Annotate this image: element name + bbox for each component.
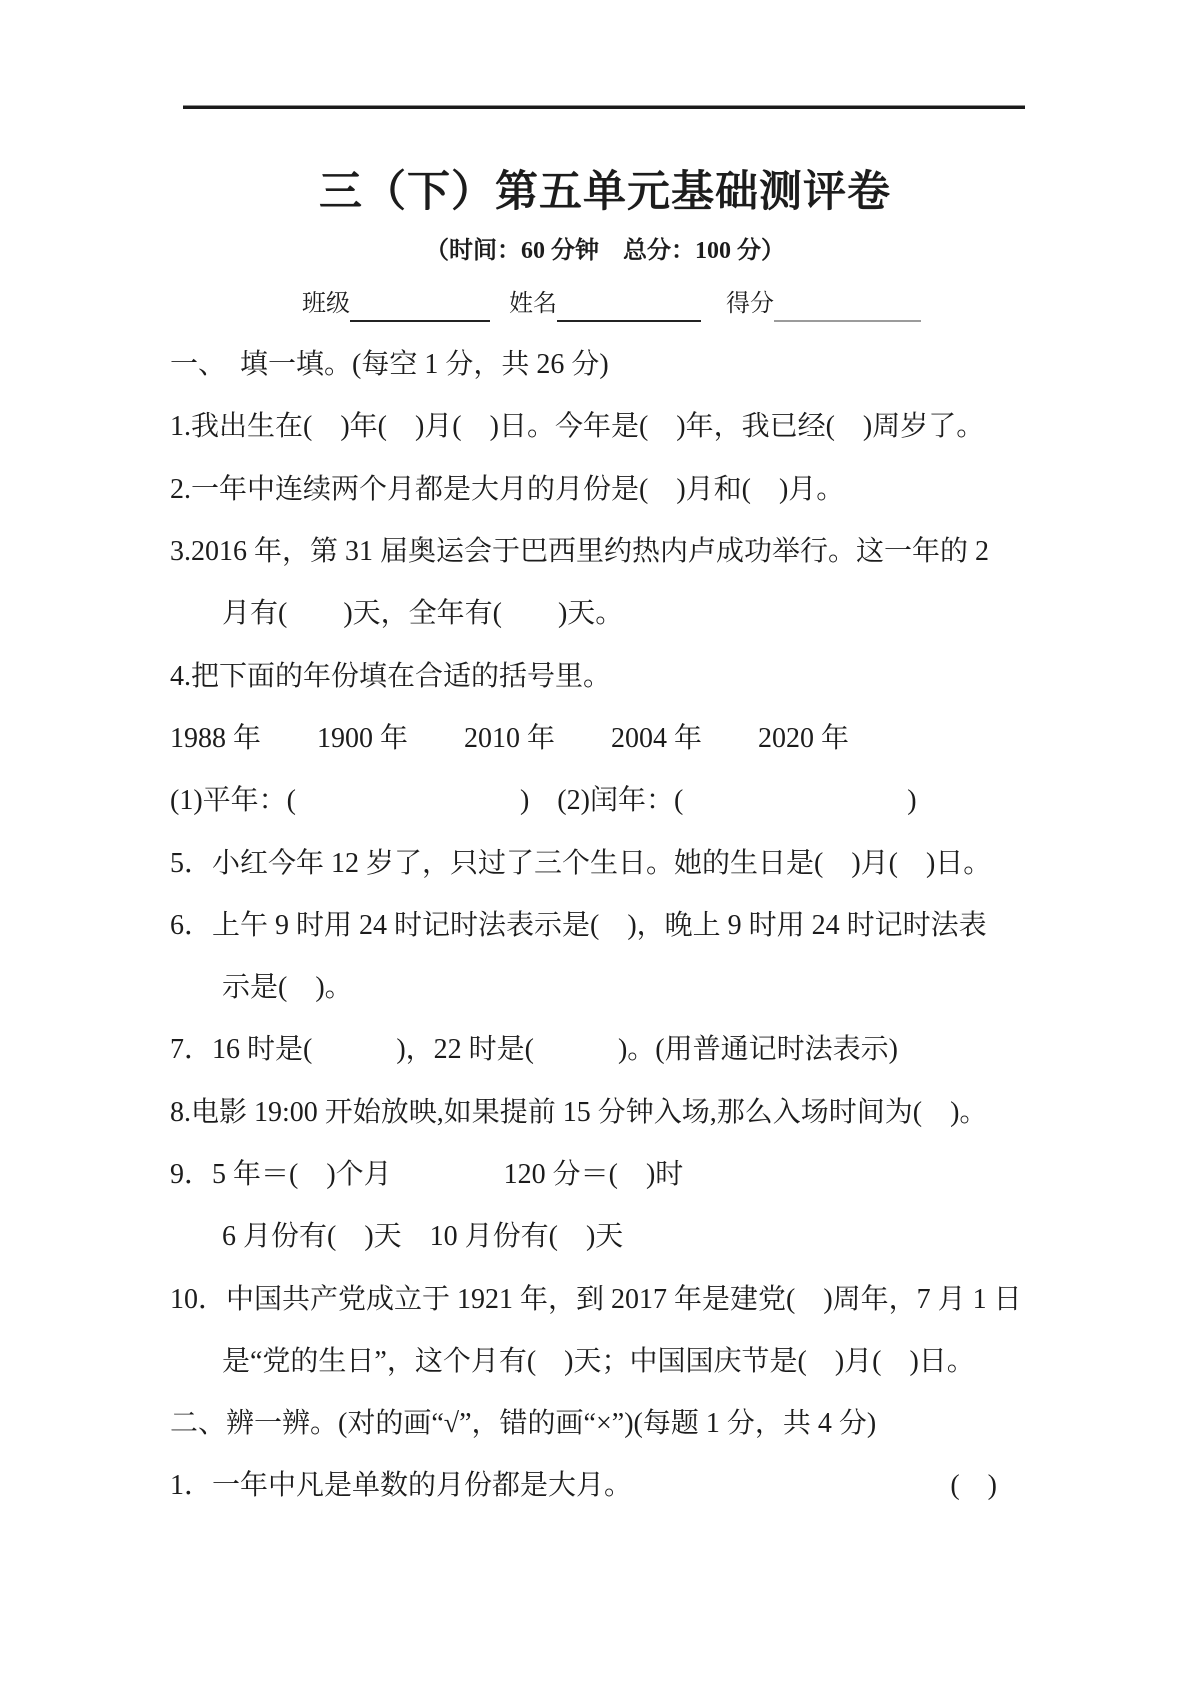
section1-question7: 7．16 时是( )，22 时是( )。(用普通记时法表示)	[170, 1034, 898, 1066]
section1-question10-line1: 10．中国共产党成立于 1921 年，到 2017 年是建党( )周年，7 月 1 日	[170, 1283, 1022, 1315]
score-field-label: 得分	[726, 291, 774, 317]
section1-question3-line2: 月有( )天，全年有( )天。	[222, 598, 624, 630]
section1-question9-line2: 6 月份有( )天 10 月份有( )天	[222, 1221, 624, 1253]
section1-question1: 1.我出生在( )年( )月( )日。今年是( )年，我已经( )周岁了。	[170, 411, 985, 443]
section2-question1	[170, 1452, 1042, 1514]
section1-question6-line1: 6．上午 9 时用 24 时记时法表示是( )，晚上 9 时用 24 时记时法表	[170, 909, 987, 941]
section1-question2: 2.一年中连续两个月都是大月的月份是( )月和( )月。	[170, 473, 845, 505]
time-score-subtitle: （时间：60 分钟 总分：100 分）	[425, 238, 785, 264]
student-info-row	[0, 282, 1191, 326]
section1-question4-year-options: 1988 年 1900 年 2010 年 2004 年 2020 年	[170, 722, 850, 754]
score-field	[726, 282, 921, 322]
section1-question6-line2: 示是( )。	[222, 972, 353, 1004]
section2-question1-text: 1．一年中凡是单数的月份都是大月。	[170, 1470, 633, 1502]
section1-question4: 4.把下面的年份填在合适的括号里。	[170, 660, 612, 692]
section1-question10-line2: 是“党的生日”，这个月有( )天；中国国庆节是( )月( )日。	[222, 1345, 975, 1377]
section1-question4-answer-blanks: (1)平年：( ) (2)闰年：( )	[170, 785, 917, 817]
class-field-blank-line	[350, 286, 490, 322]
section1-question5: 5．小红今年 12 岁了，只过了三个生日。她的生日是( )月( )日。	[170, 847, 992, 879]
section-two-heading: 二、辨一辨。(对的画“√”，错的画“×”)(每题 1 分，共 4 分)	[170, 1408, 877, 1440]
class-field-label: 班级	[302, 291, 350, 317]
name-field-blank-line	[557, 286, 701, 322]
section1-question3-line1: 3.2016 年，第 31 届奥运会于巴西里约热内卢成功举行。这一年的 2	[170, 536, 990, 568]
name-field	[509, 282, 701, 322]
paper-body	[170, 331, 1042, 1515]
header-divider-line	[183, 105, 1025, 109]
section-one-heading: 一、 填一填。(每空 1 分，共 26 分)	[170, 349, 609, 381]
section1-question9-line1: 9．5 年＝( )个月 120 分＝( )时	[170, 1159, 684, 1190]
section2-question1-answer-blank: ( )	[950, 1470, 997, 1502]
class-field	[302, 282, 490, 322]
name-field-label: 姓名	[509, 291, 557, 317]
section1-question8: 8.电影 19:00 开始放映,如果提前 15 分钟入场,那么入场时间为( )。	[170, 1096, 988, 1128]
page-title: 三（下）第五单元基础测评卷	[319, 169, 891, 216]
score-field-blank-line	[774, 286, 921, 322]
